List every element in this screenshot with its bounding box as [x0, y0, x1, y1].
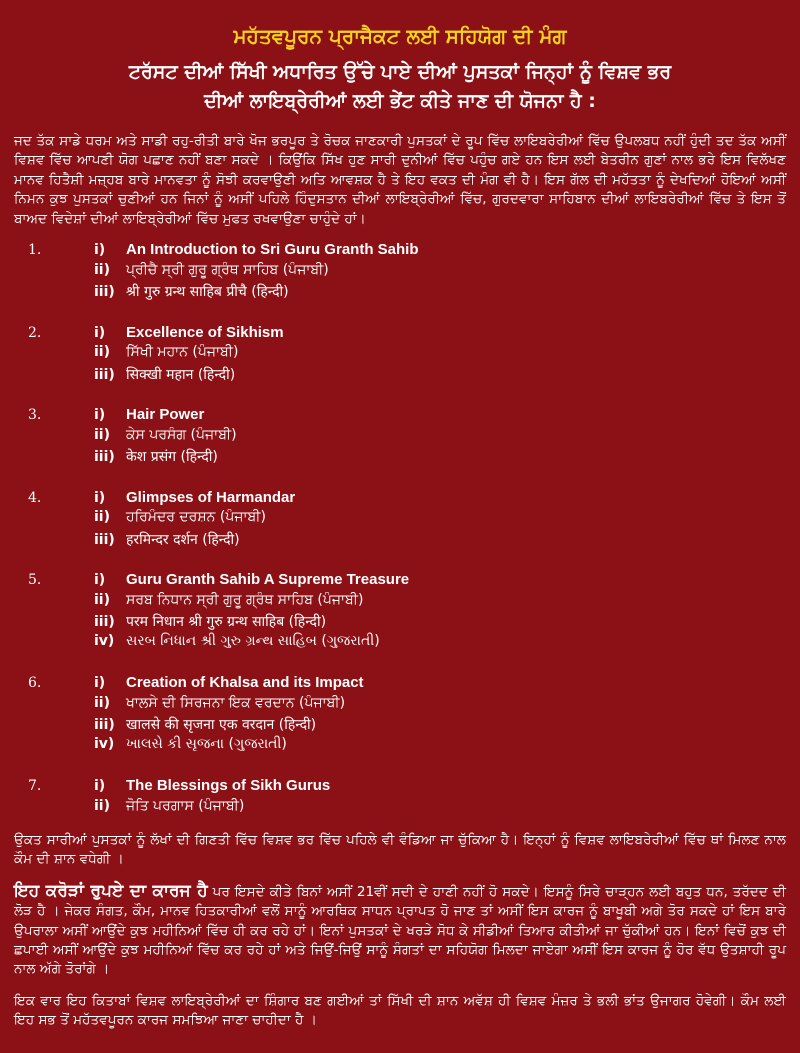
book-entry	[14, 262, 786, 283]
edition-marker: ii)	[94, 344, 110, 361]
closing-paragraph: ਇਕ ਵਾਰ ਇਹ ਕਿਤਾਬਾਂ ਵਿਸ਼ਵ ਲਾਇਬ੍ਰੇਰੀਆਂ ਦਾ ਸ਼ਿੰਗਾਰ ਬਣ ਗਈਆਂ ਤਾਂ ਸਿੱਖੀ ਦੀ ਸ਼ਾਨ ਅਵੱਸ਼ ਹੀ ਵਿਸ਼ਵ ਮੰਜ਼ਰ ਤੇ ਭਲੀ ਭਾਂਤ ਉਜਾਗਰ ਹੋਵੇਗੀ। ਕੌਮ ਲਈ ਇਹ ਸਭ ਤੋਂ ਮਹੱਤਵਪੂਰਨ ਕਾਰਜ ਸਮਝਿਆ ਜਾਣਾ ਚਾਹੀਦਾ ਹੈ ।	[14, 992, 786, 1029]
book-entry	[14, 633, 786, 654]
book-group	[14, 241, 786, 303]
cost-lead-text: ਇਹ ਕਰੋੜਾਂ ਰੁਪਏ ਦਾ ਕਾਰਜ ਹੈ	[14, 880, 208, 901]
subtitle-line-1: ਟਰੱਸਟ ਦੀਆਂ ਸਿੱਖੀ ਅਧਾਰਿਤ ਉੱਚੇ ਪਾਏ ਦੀਆਂ ਪੁਸਤਕਾਂ ਜਿਨ੍ਹਾਂ ਨੂੰ ਵਿਸ਼ਵ ਭਰ	[128, 61, 672, 83]
edition-marker: iii)	[94, 366, 115, 383]
cost-body-text: ਪਰ ਇਸਦੇ ਕੀਤੇ ਬਿਨਾਂ ਅਸੀਂ 21ਵੀਂ ਸਦੀ ਦੇ ਹਾਣੀ ਨਹੀਂ ਹੋ ਸਕਦੇ। ਇਸਨੂੰ ਸਿਰੇ ਚਾੜ੍ਹਨ ਲਈ ਬਹੁਤ ਧਨ, ਤਰੱਦਦ ਦੀ ਲੋੜ ਹੈ । ਜੇਕਰ ਸੰਗਤ, ਕੌਮ, ਮਾਨਵ ਹਿਤਕਾਰੀਆਂ ਵਲੋਂ ਸਾਨੂੰ ਆਰਥਿਕ ਸਾਧਨ ਪ੍ਰਾਪਤ ਹੋ ਜਾਣ ਤਾਂ ਅਸੀਂ ਇਸ ਕਾਰਜ ਨੂੰ ਬਾਖੂਬੀ ਅਗੇ ਤੋਰ ਸਕਦੇ ਹਾਂ ਇਸ ਬਾਰੇ ਉਪਰਾਲਾ ਅਸੀਂ ਆਉਂਦੇ ਕੁਝ ਮਹੀਨਿਆਂ ਵਿੱਚ ਹੀ ਕਰ ਰਹੇ ਹਾਂ। ਇਨਾਂ ਪੁਸਤਕਾਂ ਦੇ ਖਰੜੇ ਸੋਧ ਕੇ ਸੀਡੀਆਂ ਤਿਆਰ ਕੀਤੀਆਂ ਜਾ ਚੁੱਕੀਆਂ ਹਨ। ਇਨਾਂ ਵਿਚੋਂ ਕੁਝ ਦੀ ਛਪਾਈ ਅਸੀਂ ਆਉਂਦੇ ਕੁਝ ਮਹੀਨਿਆਂ ਵਿੱਚ ਕਰ ਰਹੇ ਹਾਂ ਅਤੇ ਜਿਉਂ-ਜਿਉਂ ਸਾਨੂੰ ਸੰਗਤਾਂ ਦਾ ਸਹਿਯੋਗ ਮਿਲਦਾ ਜਾਏਗਾ ਅਸੀਂ ਇਸ ਕਾਰਜ ਨੂੰ ਹੋਰ ਵੱਧ ਉਤਸ਼ਾਹੀ ਰੂਪ ਨਾਲ ਅੱਗੇ ਤੋਰਾਂਗੇ ।	[14, 883, 787, 978]
book-title: Glimpses of Harmandar	[126, 488, 296, 506]
book-number: 7.	[28, 778, 42, 795]
edition-marker: ii)	[94, 591, 110, 608]
book-title: श्री गुरु ग्रन्थ साहिब प्रीचै (हिन्दी)	[126, 284, 289, 301]
book-entry	[14, 509, 786, 530]
book-title: ਸਿੱਖੀ ਮਹਾਨ (ਪੰਜਾਬੀ)	[126, 344, 239, 361]
book-number: 1.	[28, 242, 42, 259]
book-group	[14, 777, 786, 818]
book-entry	[14, 447, 786, 468]
subtitle-line-2: ਦੀਆਂ ਲਾਇਬ੍ਰੇਰੀਆਂ ਲਈ ਭੇਂਟ ਕੀਤੇ ਜਾਣ ਦੀ ਯੋਜਨਾ ਹੈ :	[204, 90, 596, 112]
cost-paragraph	[14, 882, 786, 980]
book-entry	[14, 798, 786, 819]
edition-marker: ii)	[94, 509, 110, 526]
edition-marker: iii)	[94, 284, 115, 301]
edition-marker: i)	[94, 675, 106, 692]
book-entry	[14, 365, 786, 386]
book-entry	[14, 324, 786, 345]
book-entry	[14, 715, 786, 736]
book-number: 4.	[28, 489, 42, 506]
book-number: 3.	[28, 407, 42, 424]
book-title: ખાલસે કી સૃજના (ગુજરાતી)	[126, 735, 287, 752]
book-group	[14, 571, 786, 653]
book-title: The Blessings of Sikh Gurus	[126, 777, 331, 795]
page-subtitle	[14, 58, 786, 116]
edition-marker: iii)	[94, 449, 115, 466]
edition-marker: iv)	[94, 735, 115, 752]
edition-marker: iii)	[94, 614, 115, 631]
book-title: खालसे की सृजना एक वरदान (हिन्दी)	[126, 717, 317, 734]
edition-marker: ii)	[94, 797, 110, 814]
book-entry	[14, 592, 786, 613]
book-title: સરબ નિધાન શ્રી ગુરુ ગ્રન્થ સાહિબ (ગુજરાતી)	[126, 632, 380, 649]
book-group	[14, 489, 786, 551]
book-entry	[14, 344, 786, 365]
edition-marker: i)	[94, 407, 106, 424]
book-title: ਹਰਿਮੰਦਰ ਦਰਸ਼ਨ (ਪੰਜਾਬੀ)	[126, 509, 266, 526]
book-title: परम निधान श्री गुरु ग्रन्थ साहिब (हिन्दी)	[126, 614, 327, 631]
book-title: ਜੋਤਿ ਪਰਗਾਸ (ਪੰਜਾਬੀ)	[126, 797, 245, 814]
intro-paragraph: ਜਦ ਤੱਕ ਸਾਡੇ ਧਰਮ ਅਤੇ ਸਾਡੀ ਰਹੁ-ਰੀਤੀ ਬਾਰੇ ਖੋਜ ਭਰਪੂਰ ਤੇ ਰੋਚਕ ਜਾਣਕਾਰੀ ਪੁਸਤਕਾਂ ਦੇ ਰੂਪ ਵਿੱਚ ਲਾਇਬਰੇਰੀਆਂ ਵਿੱਚ ਉਪਲਬਧ ਨਹੀਂ ਹੁੰਦੀ ਤਦ ਤੱਕ ਅਸੀਂ ਵਿਸ਼ਵ ਵਿੱਚ ਆਪਣੀ ਯੋਗ ਪਛਾਣ ਨਹੀਂ ਬਣਾ ਸਕਦੇ । ਕਿਉਂਕਿ ਸਿੱਖ ਹੁਣ ਸਾਰੀ ਦੁਨੀਆਂ ਵਿੱਚ ਪਹੁੰਚ ਗਏ ਹਨ ਇਸ ਲਈ ਬੇਤਰੀਨ ਗੁਣਾਂ ਨਾਲ ਭਰੇ ਇਸ ਵਿਲੱਖਣ ਮਾਨਵ ਹਿਤੈਸ਼ੀ ਮਜ਼੍ਹਬ ਬਾਰੇ ਮਾਨਵਤਾ ਨੂੰ ਸੋਝੀ ਕਰਵਾਉਣੀ ਅਤਿ ਆਵਸ਼ਕ ਹੈ ਤੇ ਇਹ ਵਕਤ ਦੀ ਮੰਗ ਵੀ ਹੈ। ਇਸ ਗੱਲ ਦੀ ਮਹੱਤਤਾ ਨੂੰ ਦੇਖਦਿਆਂ ਹੋਇਆਂ ਅਸੀਂ ਨਿਮਨ ਕੁਝ ਪੁਸਤਕਾਂ ਚੁਣੀਆਂ ਹਨ ਜਿਨਾਂ ਨੂੰ ਅਸੀਂ ਪਹਿਲੇ ਹਿੰਦੁਸਤਾਨ ਦੀਆਂ ਲਾਇਬ੍ਰੇਰੀਆਂ ਵਿੱਚ, ਗੁਰਦਵਾਰਾ ਸਾਹਿਬਾਨ ਦੀਆਂ ਲਾਇਬਰੇਰੀਆਂ ਵਿੱਚ ਤੇ ਇਸ ਤੋਂ ਬਾਅਦ ਵਿਦੇਸ਼ਾਂ ਦੀਆਂ ਲਾਇਬ੍ਰੇਰੀਆਂ ਵਿੱਚ ਮੁਫਤ ਰਖਵਾਉਣਾ ਚਾਹੁੰਦੇ ਹਾਂ।	[14, 133, 786, 227]
book-entry	[14, 427, 786, 448]
book-entry	[14, 674, 786, 695]
book-entry	[14, 695, 786, 716]
book-title: Hair Power	[126, 406, 205, 424]
book-title: ਖਾਲਸੇ ਦੀ ਸਿਰਜਨਾ ਇਕ ਵਰਦਾਨ (ਪੰਜਾਬੀ)	[126, 694, 346, 711]
edition-marker: ii)	[94, 694, 110, 711]
book-title: हरमिन्दर दर्शन (हिन्दी)	[126, 531, 240, 548]
book-entry	[14, 736, 786, 757]
book-title: ਕੇਸ ਪਰਸੰਗ (ਪੰਜਾਬੀ)	[126, 426, 237, 443]
book-title: केश प्रसंग (हिन्दी)	[126, 449, 218, 466]
book-entry	[14, 571, 786, 592]
book-entry	[14, 406, 786, 427]
book-number: 2.	[28, 324, 42, 341]
book-title: An Introduction to Sri Guru Granth Sahib	[126, 241, 419, 259]
page-title: ਮਹੱਤਵਪੂਰਨ ਪ੍ਰਾਜੈਕਟ ਲਈ ਸਹਿਯੋਗ ਦੀ ਮੰਗ	[233, 24, 567, 48]
book-group	[14, 674, 786, 756]
book-number: 6.	[28, 675, 42, 692]
book-title: सिक्खी महान (हिन्दी)	[126, 366, 236, 383]
distribution-paragraph: ਉਕਤ ਸਾਰੀਆਂ ਪੁਸਤਕਾਂ ਨੂੰ ਲੱਖਾਂ ਦੀ ਗਿਣਤੀ ਵਿੱਚ ਵਿਸ਼ਵ ਭਰ ਵਿੱਚ ਪਹਿਲੇ ਵੀ ਵੰਡਿਆ ਜਾ ਚੁੱਕਿਆ ਹੈ। ਇਨ੍ਹਾਂ ਨੂੰ ਵਿਸ਼ਵ ਲਾਇਬਰੇਰੀਆਂ ਵਿੱਚ ਥਾਂ ਮਿਲਣ ਨਾਲ ਕੌਮ ਦੀ ਸ਼ਾਨ ਵਧੇਗੀ ।	[14, 832, 786, 868]
book-entry	[14, 530, 786, 551]
book-entry	[14, 777, 786, 798]
book-number: 5.	[28, 572, 42, 589]
book-title: Excellence of Sikhism	[126, 323, 284, 341]
edition-marker: i)	[94, 242, 106, 259]
book-entry	[14, 282, 786, 303]
book-entry	[14, 241, 786, 262]
book-title: Guru Granth Sahib A Supreme Treasure	[126, 571, 410, 589]
edition-marker: i)	[94, 572, 106, 589]
book-title: ਪ੍ਰੀਚੈ ਸ੍ਰੀ ਗੁਰੂ ਗ੍ਰੰਥ ਸਾਹਿਬ (ਪੰਜਾਬੀ)	[126, 261, 329, 278]
book-title: ਸਰਬ ਨਿਧਾਨ ਸ੍ਰੀ ਗੁਰੂ ਗ੍ਰੰਥ ਸਾਹਿਬ (ਪੰਜਾਬੀ)	[126, 591, 364, 608]
edition-marker: iii)	[94, 531, 115, 548]
book-entry	[14, 612, 786, 633]
edition-marker: iv)	[94, 632, 115, 649]
book-title: Creation of Khalsa and its Impact	[126, 674, 364, 692]
book-group	[14, 406, 786, 468]
book-entry	[14, 489, 786, 510]
edition-marker: i)	[94, 324, 106, 341]
book-list	[14, 241, 786, 818]
book-group	[14, 324, 786, 386]
edition-marker: iii)	[94, 717, 115, 734]
edition-marker: i)	[94, 489, 106, 506]
edition-marker: ii)	[94, 426, 110, 443]
edition-marker: i)	[94, 778, 106, 795]
edition-marker: ii)	[94, 261, 110, 278]
